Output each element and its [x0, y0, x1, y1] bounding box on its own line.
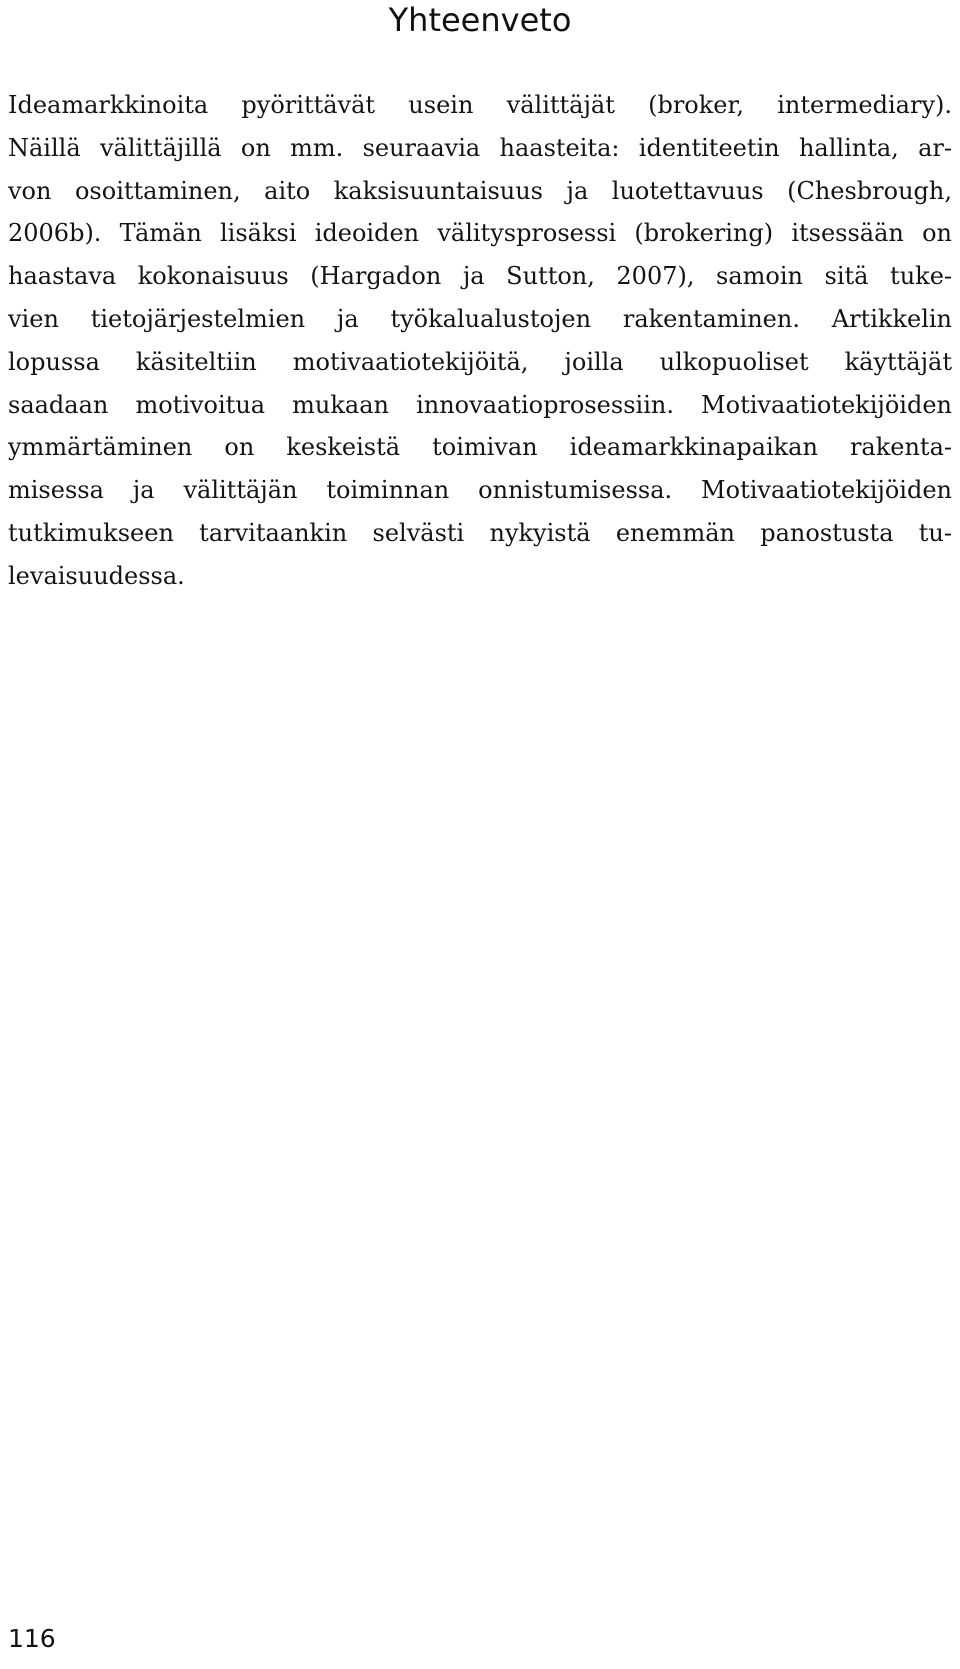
page-number: 116: [8, 1624, 56, 1653]
paragraph-line: saadaan motivoitua mukaan innovaatioprosessiin. Motivaatiotekijöiden: [8, 390, 952, 419]
paragraph-line: von osoittaminen, aito kaksisuuntaisuus ja luotettavuus (Chesbrough,: [8, 176, 952, 205]
paragraph-line: ymmärtäminen on keskeistä toimivan ideamarkkinapaikan rakenta-: [8, 433, 952, 462]
paragraph-line: haastava kokonaisuus (Hargadon ja Sutton, 2007), samoin sitä tuke-: [8, 262, 952, 291]
paragraph-line: Näillä välittäjillä on mm. seuraavia haasteita: identiteetin hallinta, ar-: [8, 133, 952, 162]
paragraph-line: misessa ja välittäjän toiminnan onnistumisessa. Motivaatiotekijöiden: [8, 476, 952, 505]
paragraph-line: Ideamarkkinoita pyörittävät usein välittäjät (broker, intermediary).: [8, 91, 952, 119]
paragraph-line: lopussa käsiteltiin motivaatiotekijöitä, joilla ulkopuoliset käyttäjät: [8, 347, 952, 376]
section-heading: Yhteenveto: [388, 1, 572, 39]
paragraph-line: 2006b). Tämän lisäksi ideoiden välitysprosessi (brokering) itsessään on: [8, 219, 952, 248]
paragraph-line: tutkimukseen tarvitaankin selvästi nykyistä enemmän panostusta tu-: [8, 518, 952, 547]
paragraph-line: levaisuudessa.: [8, 561, 185, 590]
body-paragraph: [8, 84, 952, 598]
paragraph-line: vien tietojärjestelmien ja työkalualustojen rakentaminen. Artikkelin: [8, 304, 952, 333]
